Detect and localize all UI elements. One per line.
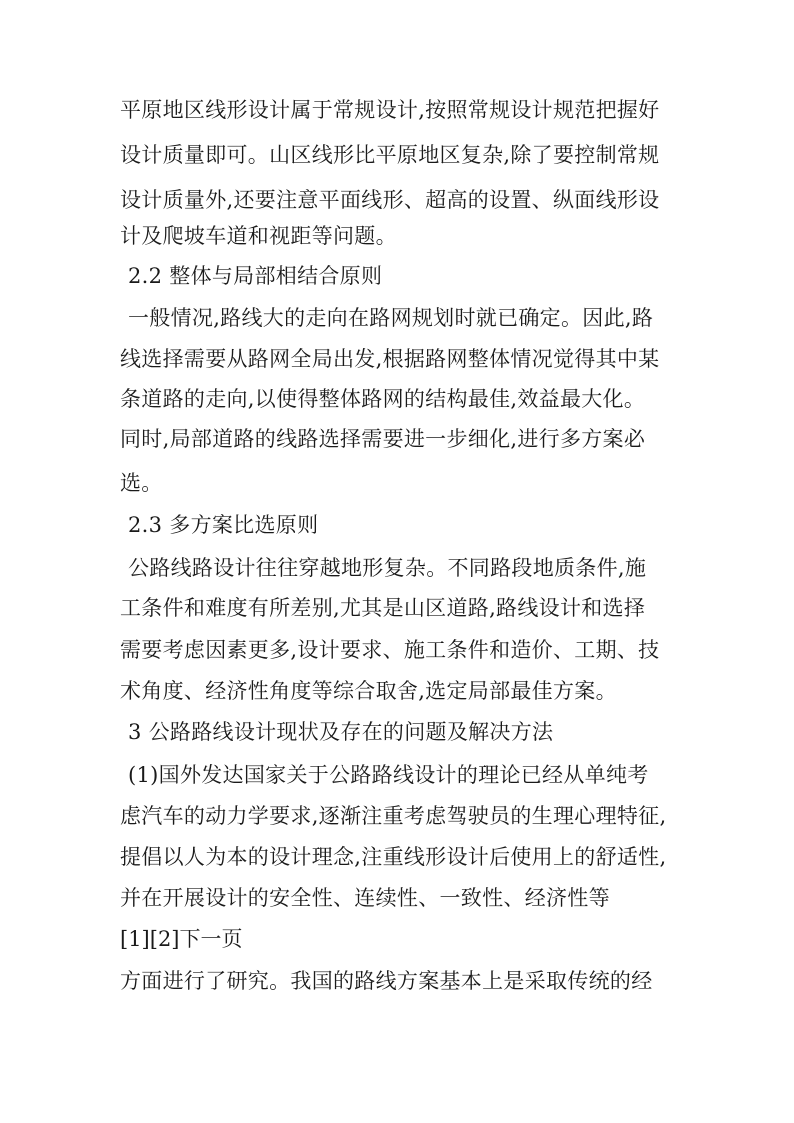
body-text-line: 术角度、经济性角度等综合取舍,选定局部最佳方案。	[120, 679, 617, 703]
body-text-line: 公路线路设计往往穿越地形复杂。不同路段地质条件,施	[128, 556, 647, 580]
body-text-line: 设计质量外,还要注意平面线形、超高的设置、纵面线形设	[120, 188, 660, 212]
body-text-line: 同时,局部道路的线路选择需要进一步细化,进行多方案必	[120, 427, 646, 451]
body-text-line: 提倡以人为本的设计理念,注重线形设计后使用上的舒适性,	[120, 845, 667, 869]
pagination-links[interactable]: [1][2]下一页	[120, 927, 243, 951]
body-text-line: 条道路的走向,以使得整体路网的结构最佳,效益最大化。	[120, 387, 646, 411]
body-text-line: 工条件和难度有所差别,尤其是山区道路,路线设计和选择	[120, 596, 646, 620]
body-text-line: 并在开展设计的安全性、连续性、一致性、经济性等	[120, 886, 610, 910]
body-text-line: 方面进行了研究。我国的路线方案基本上是采取传统的经	[120, 969, 653, 993]
body-text-line: 设计质量即可。山区线形比平原地区复杂,除了要控制常规	[120, 143, 660, 167]
body-text-line: 计及爬坡车道和视距等问题。	[120, 224, 397, 248]
body-text-line: 一般情况,路线大的走向在路网规划时就已确定。因此,路	[128, 306, 654, 330]
body-text-line: (1)国外发达国家关于公路路线设计的理论已经从单纯考	[128, 763, 649, 787]
body-text-line: 虑汽车的动力学要求,逐渐注重考虑驾驶员的生理心理特征,	[120, 804, 667, 828]
section-heading: 2.2 整体与局部相结合原则	[128, 264, 383, 288]
body-text-line: 平原地区线形设计属于常规设计,按照常规设计规范把握好	[120, 98, 660, 122]
body-text-line: 线选择需要从路网全局出发,根据路网整体情况觉得其中某	[120, 347, 660, 371]
section-heading: 2.3 多方案比选原则	[128, 513, 319, 537]
section-heading: 3 公路路线设计现状及存在的问题及解决方法	[128, 720, 554, 744]
body-text-line: 选。	[120, 471, 163, 495]
body-text-line: 需要考虑因素更多,设计要求、施工条件和造价、工期、技	[120, 638, 660, 662]
